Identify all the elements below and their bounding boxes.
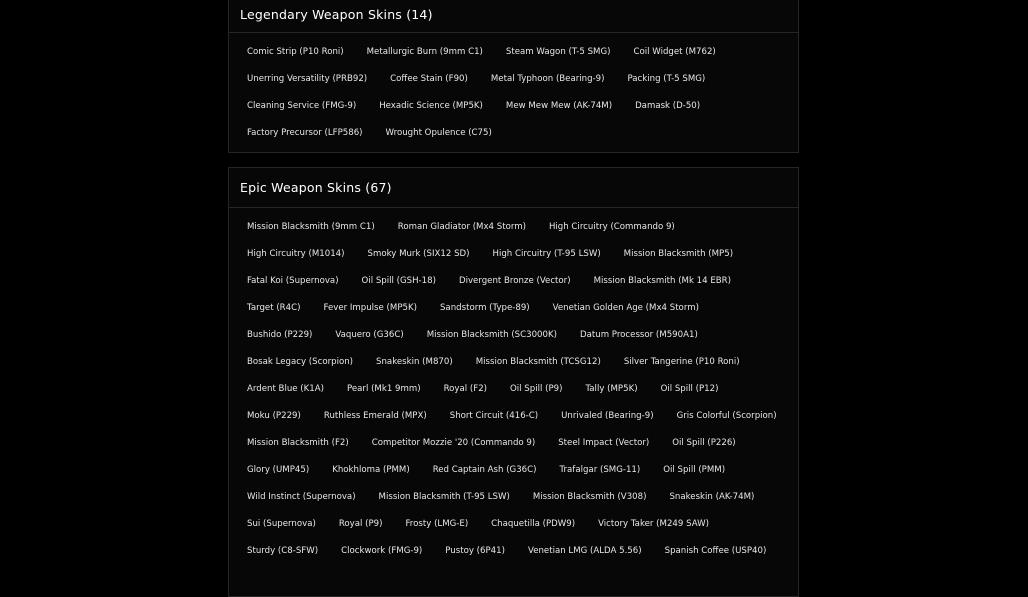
legendary-skin-item[interactable]: Metal Typhoon (Bearing-9) [490, 74, 605, 84]
epic-skin-item[interactable]: Bushido (P229) [247, 330, 313, 340]
epic-skin-item[interactable]: Mission Blacksmith (TCSG12) [475, 357, 601, 367]
legendary-skin-item[interactable]: Steam Wagon (T-5 SMG) [505, 47, 611, 57]
epic-skin-row [239, 538, 798, 565]
epic-skin-item[interactable]: Frosty (LMG-E) [405, 519, 469, 529]
epic-skins-panel [228, 167, 799, 597]
legendary-skin-item[interactable]: Damask (D-50) [635, 101, 701, 111]
epic-skin-item[interactable]: Clockwork (FMG-9) [341, 546, 423, 556]
legendary-skin-row [239, 93, 798, 120]
epic-skin-item[interactable]: Venetian LMG (ALDA 5.56) [527, 546, 642, 556]
epic-skin-item[interactable]: Datum Processor (M590A1) [580, 330, 698, 340]
epic-skin-row [239, 349, 798, 376]
epic-skin-item[interactable]: Chaquetilla (PDW9) [491, 519, 576, 529]
legendary-skins-title: Legendary Weapon Skins (14) [229, 0, 798, 33]
epic-skin-item[interactable]: Silver Tangerine (P10 Roni) [623, 357, 740, 367]
epic-skin-item[interactable]: High Circuitry (T-95 LSW) [492, 249, 601, 259]
epic-skin-row [239, 268, 798, 295]
epic-skin-item[interactable]: Mission Blacksmith (SC3000K) [426, 330, 557, 340]
epic-skin-item[interactable]: Oil Spill (P9) [510, 384, 563, 394]
epic-skin-item[interactable]: Mission Blacksmith (MP5) [623, 249, 734, 259]
epic-skin-item[interactable]: Pearl (Mk1 9mm) [347, 384, 421, 394]
epic-skin-item[interactable]: Roman Gladiator (Mx4 Storm) [397, 222, 526, 232]
legendary-skin-item[interactable]: Comic Strip (P10 Roni) [247, 47, 344, 57]
legendary-skin-row [239, 39, 798, 66]
epic-skin-item[interactable]: Snakeskin (AK-74M) [669, 492, 755, 502]
epic-skins-title: Epic Weapon Skins (67) [229, 168, 798, 208]
epic-skin-item[interactable]: Target (R4C) [247, 303, 301, 313]
epic-skin-item[interactable]: Oil Spill (P226) [672, 438, 736, 448]
epic-skin-item[interactable]: Mission Blacksmith (Mk 14 EBR) [593, 276, 731, 286]
legendary-skin-item[interactable]: Cleaning Service (FMG-9) [247, 101, 357, 111]
epic-skin-row [239, 457, 798, 484]
epic-skin-item[interactable]: Mission Blacksmith (F2) [247, 438, 349, 448]
legendary-skin-item[interactable]: Unerring Versatility (PRB92) [247, 74, 368, 84]
epic-skin-item[interactable]: Royal (P9) [338, 519, 383, 529]
legendary-skin-row [239, 66, 798, 93]
legendary-skin-item[interactable]: Wrought Opulence (C75) [385, 128, 492, 138]
epic-skin-item[interactable]: Venetian Golden Age (Mx4 Storm) [552, 303, 699, 313]
epic-skin-item[interactable]: Sandstorm (Type-89) [439, 303, 530, 313]
epic-skin-item[interactable]: Mission Blacksmith (9mm C1) [247, 222, 375, 232]
epic-skin-item[interactable]: Sturdy (C8-SFW) [247, 546, 319, 556]
epic-skin-row [239, 403, 798, 430]
epic-skin-item[interactable]: Snakeskin (M870) [376, 357, 453, 367]
epic-skin-item[interactable]: Divergent Bronze (Vector) [458, 276, 571, 286]
legendary-skins-panel [228, 0, 799, 153]
epic-skin-item[interactable]: Mission Blacksmith (V308) [532, 492, 647, 502]
epic-skin-item[interactable]: Steel Impact (Vector) [558, 438, 650, 448]
legendary-skin-item[interactable]: Packing (T-5 SMG) [627, 74, 706, 84]
epic-skin-item[interactable]: Wild Instinct (Supernova) [247, 492, 356, 502]
epic-skin-item[interactable]: Trafalgar (SMG-11) [559, 465, 641, 475]
epic-skin-item[interactable]: Mission Blacksmith (T-95 LSW) [378, 492, 510, 502]
epic-skin-row [239, 430, 798, 457]
epic-skin-item[interactable]: Fever Impulse (MP5K) [323, 303, 417, 313]
epic-skin-item[interactable]: Oil Spill (GSH-18) [361, 276, 436, 286]
epic-skin-item[interactable]: Ruthless Emerald (MPX) [323, 411, 427, 421]
legendary-skin-item[interactable]: Factory Precursor (LFP586) [247, 128, 363, 138]
legendary-skin-item[interactable]: Hexadic Science (MP5K) [379, 101, 483, 111]
epic-skin-item[interactable]: Pustoy (6P41) [445, 546, 505, 556]
epic-skin-item[interactable]: Red Captain Ash (G36C) [432, 465, 537, 475]
epic-skin-item[interactable]: Short Circuit (416-C) [449, 411, 539, 421]
epic-skin-item[interactable]: High Circuitry (M1014) [247, 249, 345, 259]
legendary-skin-item[interactable]: Mew Mew Mew (AK-74M) [505, 101, 613, 111]
legendary-skin-item[interactable]: Coffee Stain (F90) [390, 74, 468, 84]
legendary-skin-row [239, 120, 798, 147]
epic-skin-row [239, 214, 798, 241]
epic-skin-item[interactable]: Oil Spill (PMM) [663, 465, 726, 475]
epic-skin-item[interactable]: Unrivaled (Bearing-9) [561, 411, 654, 421]
epic-skin-item[interactable]: High Circuitry (Commando 9) [548, 222, 675, 232]
epic-skin-item[interactable]: Fatal Koi (Supernova) [247, 276, 339, 286]
epic-skin-item[interactable]: Oil Spill (P12) [660, 384, 719, 394]
epic-skins-list [229, 208, 798, 565]
epic-skin-item[interactable]: Glory (UMP45) [247, 465, 310, 475]
epic-skin-item[interactable]: Bosak Legacy (Scorpion) [247, 357, 354, 367]
epic-skin-row [239, 376, 798, 403]
epic-skin-item[interactable]: Tally (MP5K) [585, 384, 638, 394]
epic-skin-row [239, 322, 798, 349]
epic-skin-item[interactable]: Victory Taker (M249 SAW) [598, 519, 709, 529]
legendary-skin-item[interactable]: Metallurgic Burn (9mm C1) [366, 47, 483, 57]
legendary-skin-item[interactable]: Coil Widget (M762) [633, 47, 716, 57]
epic-skin-item[interactable]: Spanish Coffee (USP40) [664, 546, 767, 556]
epic-skin-row [239, 295, 798, 322]
epic-skin-item[interactable]: Gris Colorful (Scorpion) [676, 411, 777, 421]
epic-skin-item[interactable]: Vaquero (G36C) [335, 330, 404, 340]
epic-skin-row [239, 241, 798, 268]
epic-skin-item[interactable]: Ardent Blue (K1A) [247, 384, 324, 394]
epic-skin-item[interactable]: Sui (Supernova) [247, 519, 316, 529]
legendary-skins-list [229, 33, 798, 147]
epic-skin-item[interactable]: Moku (P229) [247, 411, 301, 421]
epic-skin-row [239, 484, 798, 511]
epic-skin-item[interactable]: Smoky Murk (SIX12 SD) [367, 249, 470, 259]
epic-skin-item[interactable]: Competitor Mozzie '20 (Commando 9) [371, 438, 536, 448]
epic-skin-row [239, 511, 798, 538]
epic-skin-item[interactable]: Khokhloma (PMM) [332, 465, 410, 475]
epic-skin-item[interactable]: Royal (F2) [443, 384, 488, 394]
